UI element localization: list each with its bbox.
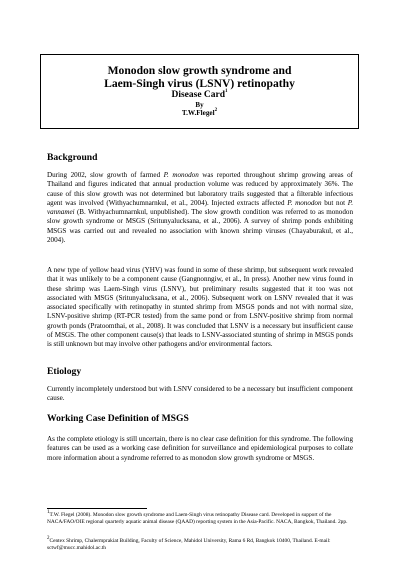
paragraph-etiology: Currently incompletely understood but with LSNV considered to be a necessary but insufficient component cause.: [47, 385, 353, 403]
p1-species-3: P. vannamei: [47, 198, 353, 217]
footnote-ref-2[interactable]: 2: [214, 108, 218, 114]
p1-text-c: but not: [321, 198, 348, 207]
title-line-2: Laem-Singh virus (LSNV) retinopathy: [104, 77, 295, 90]
subtitle-disease-card: [41, 90, 358, 101]
paragraph-working-case: As the complete etiology is still uncertain, there is no clear case definition for this syndrome. The following features can be used as a working case definition for surveillance and epidemiological purposes to collate more information about a syndrome referred to as monodon slow growth syndrome or MSGS.: [47, 435, 353, 462]
p1-text-a: During 2002, slow growth of farmed: [47, 171, 164, 179]
footnote-2-marker: 2: [47, 535, 50, 541]
footnote-1-marker: 1: [47, 509, 50, 515]
heading-background: Background: [47, 152, 98, 163]
footnote-1-text: T.W. Flegel (2008). Monodon slow growth syndrome and Laem-Singh virus retinopathy Disease card. Developed in support of the NACA/FAO/OIE regional quarterly aquatic animal disease (QAAD) reporting system in the Asia-Pacific. NACA, Bangkok, Thailand. 2pp.: [47, 512, 348, 525]
paragraph-background-1: [47, 171, 353, 245]
footnote-ref-1[interactable]: 1: [225, 89, 228, 95]
author-name: T.W.Flegel: [181, 109, 215, 117]
p1-species-2: P. monodon: [287, 198, 322, 207]
subtitle-text: Disease Card: [171, 90, 226, 100]
heading-working-case-definition: Working Case Definition of MSGS: [47, 413, 189, 424]
p1-text-d: (B. Withyachumnarnkul, unpublished). The slow growth condition was referred to as monodon slow growth syndrome or MSGS (Sritunyalucksana, et al., 2006). A survey of shrimp ponds exhibiting MSGS was carried out and revealed no association with known shrimp viruses (Chayaburakul, et al., 2004).: [47, 208, 353, 245]
p1-text-b: was reported throughout shrimp growing areas of Thailand and figures indicated that annual production volume was reduced by approximately 36%. The cause of this slow growth was not determined but laboratory trails suggested that a filterable infectious agent was involved (Withyachumnarnkul, et al., 2004). Injected extracts affected: [47, 171, 353, 207]
title-box: [40, 54, 359, 129]
footnote-divider: [47, 508, 147, 509]
footnote-1: [47, 509, 353, 526]
author: [41, 109, 358, 118]
footnote-2: [47, 535, 353, 552]
heading-etiology: Etiology: [47, 366, 82, 377]
p1-species-1: P. monodon: [163, 171, 199, 179]
by-label: By: [195, 101, 204, 109]
footnote-2-text: Centex Shrimp, Chalermprakiat Building, Faculty of Science, Mahidol University, Rama 6 Rd, Bangkok 10400, Thailand. E-mail: sctwf@mucc.mahidol.ac.th: [47, 538, 331, 551]
paragraph-background-2: A new type of yellow head virus (YHV) was found in some of these shrimp, but subsequent work revealed that it was unlikely to be a component cause (Gangnonngiw, et al., In press). Another new virus found in these shrimp was Laem-Singh virus (LSNV), but preliminary results suggested that it too was not associated with MSGS (Sritunyalucksana, et al., 2006). Subsequent work on LSNV revealed that it was associated specifically with retinopathy in stunted shrimp from MSGS ponds and not with normal size, LSNV-positive shrimp (RT-PCR tested) from the same pond or from LSNV-positive shrimp from normal growth ponds (Pratoomthai, et al., 2008). It was concluded that LSNV is a necessary but insufficient cause of MSGS. The other component cause(s) that leads to LSNV-associated stunting of shrimp in MSGS ponds is still unknown but may involve other pathogens and/or environmental factors.: [47, 266, 353, 349]
title-line-1: Monodon slow growth syndrome and: [107, 64, 292, 77]
